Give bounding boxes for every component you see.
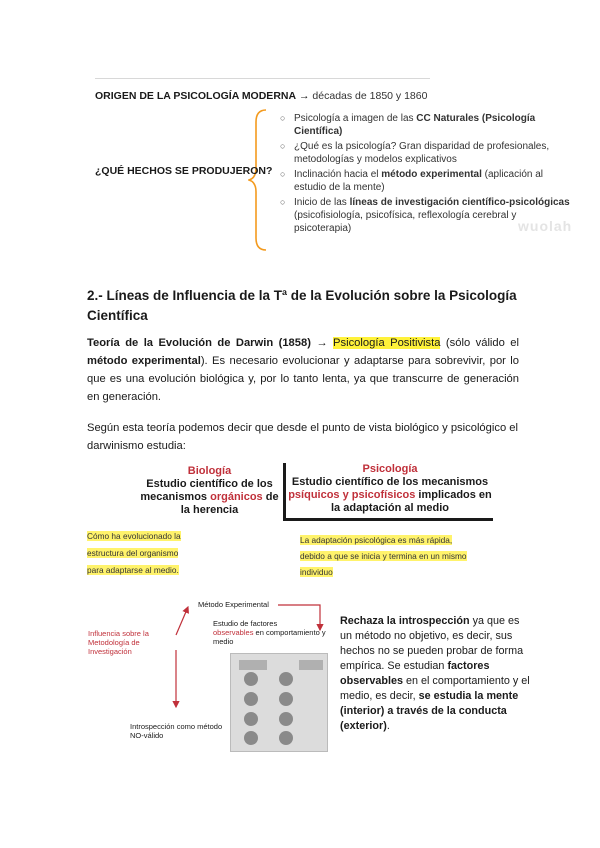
- divider-horizontal: [283, 518, 493, 521]
- list-item: ○ ¿Qué es la psicología? Gran disparidad de profesionales, metodologías y modelos explicativos: [280, 141, 550, 165]
- origin-decades: décadas de 1850 y 1860: [312, 90, 428, 102]
- origin-arrow: →: [299, 90, 310, 102]
- orange-brace: [248, 108, 268, 253]
- highlight-psicologia-positivista: Psicología Positivista: [333, 337, 441, 349]
- method-experimental-label: Método Experimental: [198, 600, 269, 609]
- section-title: 2.- Líneas de Influencia de la Tª de la Evolución sobre la Psicología Científica: [87, 288, 517, 323]
- comparison-graphic: [137, 463, 493, 525]
- list-item: ○ Psicología a imagen de las CC Naturales (Psicología Científica): [280, 113, 536, 137]
- origin-line: [95, 90, 427, 102]
- list-item: ○ Inicio de las líneas de investigación científico-psicológicas (psicofisiología, psicofísica, reflexología cerebral y psicoterapia): [280, 197, 570, 234]
- top-divider: [95, 78, 430, 79]
- process-icons: [231, 654, 327, 751]
- darwin-paragraph: Teoría de la Evolución de Darwin (1858) → Psicología Positivista (sólo válido el método experimental). Es necesario evolucionar y adaptarse para sobrevivir, por lo que es una evolución biológica y, por lo tanto lenta, ya que transcurre de generación en generación.: [87, 337, 520, 403]
- process-illustration: [230, 653, 328, 752]
- darwinism-paragraph: Según esta teoría podemos decir que desde el punto de vista biológico y psicológico el darwinismo estudia:: [87, 422, 518, 452]
- note-adaptation: La adaptación psicológica es más rápida, debido a que se inicia y termina en un mismo individuo: [300, 535, 467, 577]
- method-diagram: [88, 595, 338, 755]
- origin-title: ORIGEN DE LA PSICOLOGÍA MODERNA: [95, 90, 297, 102]
- question-label: ¿QUÉ HECHOS SE PRODUJERON?: [95, 165, 273, 177]
- introspection-paragraph: Rechaza la introspección ya que es un método no objetivo, es decir, sus hechos no se pueden probar de forma empírica. Se estudian factores observables en el comportamiento y el medio, es decir, se estudia la mente (interior) a través de la conducta (exterior).: [340, 615, 530, 732]
- introspection-label: Introspección como método NO-válido: [130, 722, 223, 740]
- note-organism: Cómo ha evolucionado la estructura del organismo para adaptarse al medio.: [87, 531, 181, 575]
- methodology-influence-label: Influencia sobre la Metodología de Investigación: [88, 629, 149, 656]
- factors-label: Estudio de factores observables en comportamiento y medio: [213, 619, 326, 646]
- list-item: ○ Inclinación hacia el método experimental (aplicación al estudio de la mente): [280, 169, 544, 193]
- watermark: wuolah: [518, 218, 573, 234]
- biology-box: Biología Estudio científico de los mecanismos orgánicos de la herencia: [140, 465, 279, 516]
- divider-vertical: [283, 463, 286, 521]
- psychology-box: Psicología Estudio científico de los mecanismos psíquicos y psicofísicos implicados en la adaptación al medio: [288, 463, 492, 514]
